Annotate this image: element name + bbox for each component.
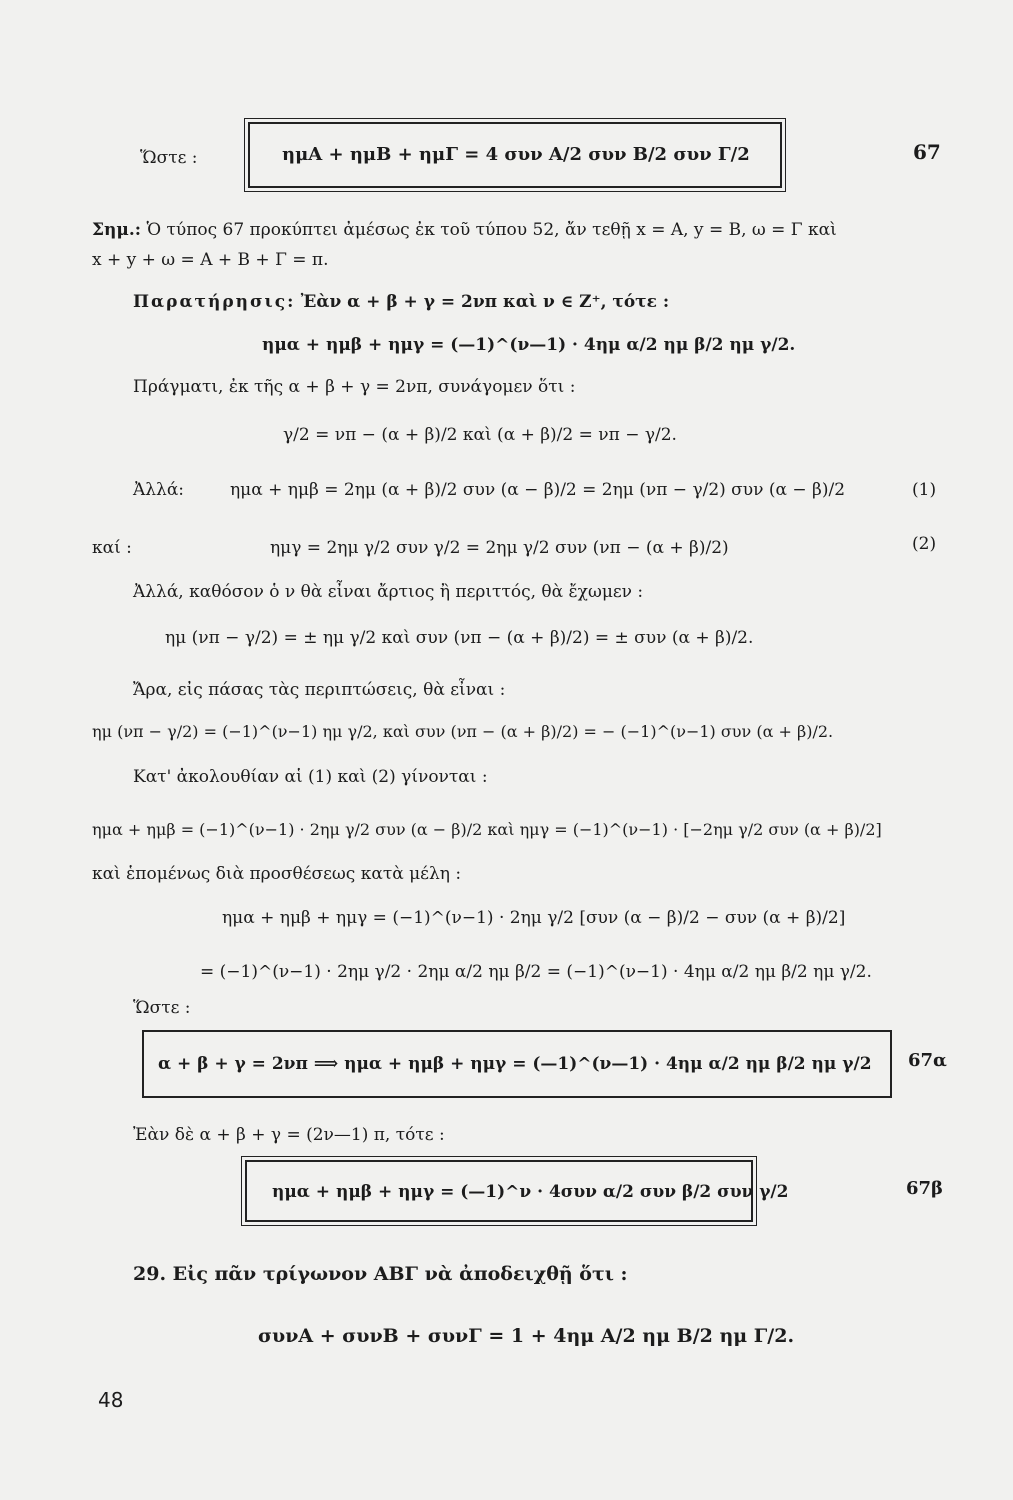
remark-text: Ἐὰν α + β + γ = 2νπ καὶ ν ∈ Z⁺, τότε : [300,292,670,312]
eq67a-number: 67α [908,1050,947,1071]
proof-line5: καὶ ἑπομένως διὰ προσθέσεως κατὰ μέλη : [92,864,462,884]
eq67a-formula: α + β + γ = 2νπ ⟹ ημα + ημβ + ημγ = (—1)^(ν—1) · 4ημ α/2 ημ β/2 ημ γ/2 [158,1054,872,1074]
eq67-number: 67 [913,140,941,164]
proof-eqA: γ/2 = νπ − (α + β)/2 καὶ (α + β)/2 = νπ − γ/2. [283,425,677,445]
proof-eq1-number: (1) [912,480,937,500]
proof-eqC: ημ (νπ − γ/2) = (−1)^(ν−1) ημ γ/2, καὶ συν (νπ − (α + β)/2) = − (−1)^(ν−1) συν (α + β)/2. [92,722,834,741]
problem29-formula: συνA + συνB + συνΓ = 1 + 4ημ A/2 ημ B/2 ημ Γ/2. [258,1325,795,1347]
proof-eqD: ημα + ημβ = (−1)^(ν−1) · 2ημ γ/2 συν (α − β)/2 καὶ ημγ = (−1)^(ν−1) · [−2ημ γ/2 συν (α + β)/2] [92,820,882,839]
eq67-formula: ημA + ημB + ημΓ = 4 συν A/2 συν B/2 συν Γ/2 [282,144,750,165]
proof-eq2: ημγ = 2ημ γ/2 συν γ/2 = 2ημ γ/2 συν (νπ − (α + β)/2) [270,538,729,558]
proof-eq1: ημα + ημβ = 2ημ (α + β)/2 συν (α − β)/2 = 2ημ (νπ − γ/2) συν (α − β)/2 [230,480,846,500]
note-line2: x + y + ω = A + B + Γ = π. [92,250,329,270]
eq67a-label: Ὥστε : [133,998,191,1018]
problem29-title: 29. Εἰς πᾶν τρίγωνον ΑΒΓ νὰ ἀποδειχθῇ ὅτι : [133,1263,628,1285]
eq67b-formula: ημα + ημβ + ημγ = (—1)^ν · 4συν α/2 συν β/2 συν γ/2 [272,1182,789,1202]
eq67b-number: 67β [906,1178,944,1199]
proof-line3: Ἄρα, εἰς πάσας τὰς περιπτώσεις, θὰ εἶναι : [133,680,506,700]
alla-label: Ἀλλά: [133,480,185,500]
proof-line1: Πράγματι, ἐκ τῆς α + β + γ = 2νπ, συνάγομεν ὅτι : [133,377,576,397]
proof-eqE: ημα + ημβ + ημγ = (−1)^(ν−1) · 2ημ γ/2 [συν (α − β)/2 − συν (α + β)/2] [222,908,846,928]
kai-label: καί : [92,538,132,558]
remark-line [133,292,669,312]
proof-eq2-number: (2) [912,534,937,554]
eq67-label: Ὥστε : [140,148,198,168]
remark-formula: ημα + ημβ + ημγ = (—1)^(ν—1) · 4ημ α/2 ημ β/2 ημ γ/2. [262,335,796,355]
proof-eqF: = (−1)^(ν−1) · 2ημ γ/2 · 2ημ α/2 ημ β/2 = (−1)^(ν−1) · 4ημ α/2 ημ β/2 ημ γ/2. [200,962,872,982]
proof-eqB: ημ (νπ − γ/2) = ± ημ γ/2 καὶ συν (νπ − (α + β)/2) = ± συν (α + β)/2. [165,628,754,648]
note-text1: Ὁ τύπος 67 προκύπτει ἀμέσως ἐκ τοῦ τύπου 52, ἄν τεθῇ x = A, y = B, ω = Γ καὶ [146,220,837,240]
proof-line4: Κατ' ἀκολουθίαν αἱ (1) καὶ (2) γίνονται : [133,767,488,787]
page-number: 48 [98,1388,124,1412]
note-head: Σημ.: [92,220,142,240]
proof-line2: Ἀλλά, καθόσον ὁ ν θὰ εἶναι ἄρτιος ἢ περιττός, θὰ ἔχωμεν : [133,582,644,602]
eq67b-intro: Ἐὰν δὲ α + β + γ = (2ν—1) π, τότε : [133,1125,445,1145]
remark-head: Παρατήρησις: [133,292,296,312]
note-line1 [92,220,837,240]
